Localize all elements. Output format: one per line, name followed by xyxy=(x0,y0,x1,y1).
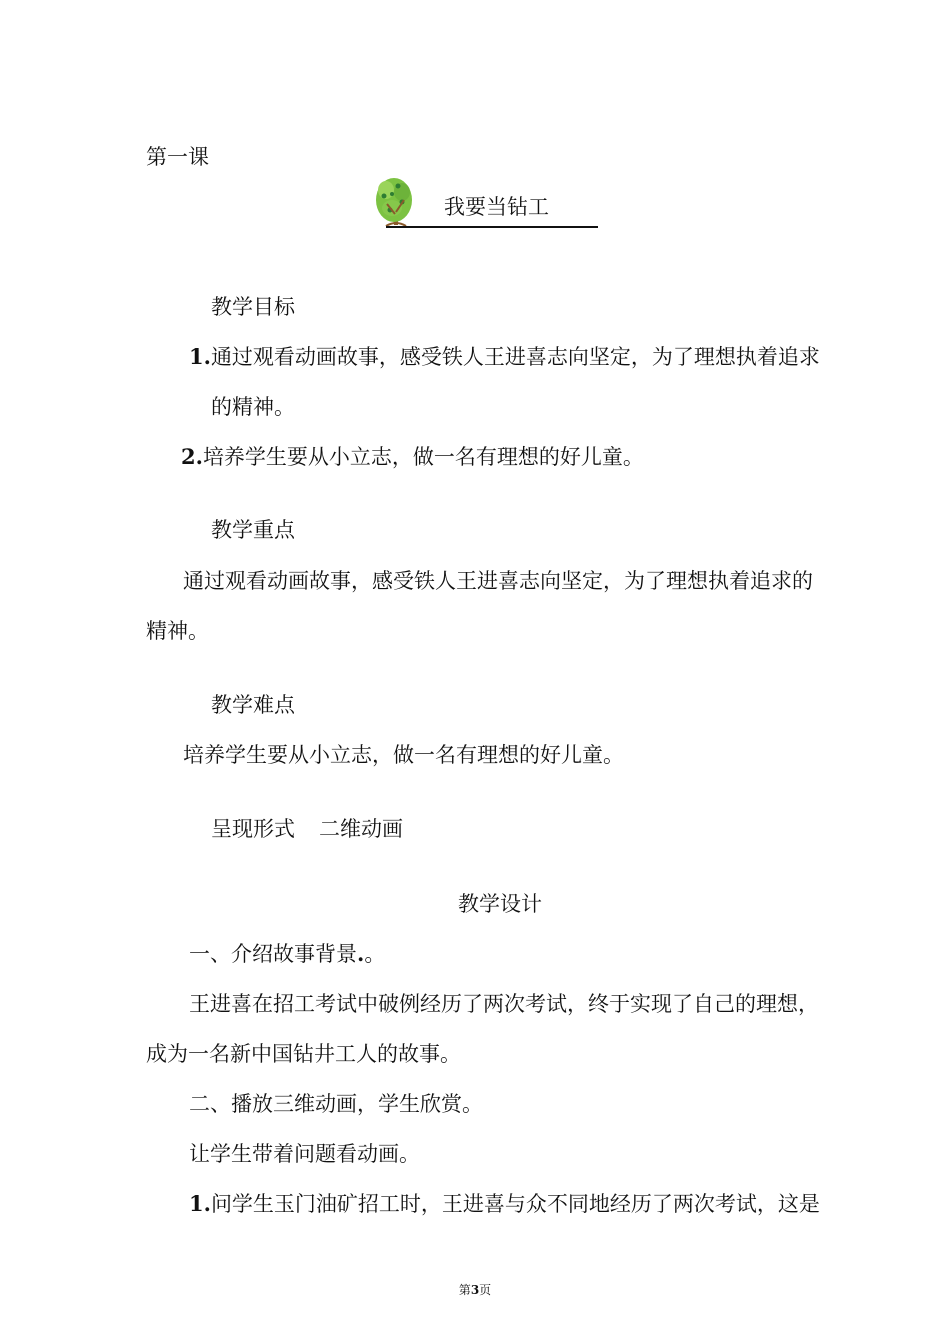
objective-2-number: 2. xyxy=(181,444,203,469)
title-underline xyxy=(386,226,598,228)
step-1-heading xyxy=(189,941,385,967)
objective-1-continued: 的精神。 xyxy=(211,395,295,419)
question-1-text: 问学生玉门油矿招工时，王进喜与众不同地经历了两次考试，这是 xyxy=(210,1192,820,1216)
objective-1-number: 1. xyxy=(189,344,211,369)
tree-icon xyxy=(372,170,418,230)
difficulty-text: 培养学生要从小立志，做一名有理想的好儿童。 xyxy=(183,743,624,767)
design-heading: 教学设计 xyxy=(458,892,542,916)
difficulty-heading: 教学难点 xyxy=(211,693,295,717)
step-1-heading-dot: . xyxy=(357,941,365,966)
step-2-intro: 让学生带着问题看动画。 xyxy=(189,1142,420,1166)
page-suffix: 页 xyxy=(479,1283,492,1297)
question-1-number: 1. xyxy=(189,1191,211,1216)
step-1-line-1: 王进喜在招工考试中破例经历了两次考试，终于实现了自己的理想， xyxy=(189,992,819,1016)
key-points-line-1: 通过观看动画故事，感受铁人王进喜志向坚定，为了理想执着追求的 xyxy=(183,569,813,593)
page-prefix: 第 xyxy=(458,1283,471,1297)
step-1-heading-text: 一、介绍故事背景 xyxy=(189,942,357,966)
step-1-line-2: 成为一名新中国钻井工人的故事。 xyxy=(146,1042,461,1066)
lesson-title-block xyxy=(372,170,600,232)
lesson-title: 我要当钻工 xyxy=(444,195,549,219)
objective-1 xyxy=(189,344,820,370)
page-footer xyxy=(0,1282,950,1298)
key-points-line-2: 精神。 xyxy=(146,619,209,643)
objective-2 xyxy=(181,444,644,470)
format-line xyxy=(211,816,403,842)
key-points-heading: 教学重点 xyxy=(211,518,295,542)
objectives-heading: 教学目标 xyxy=(211,295,295,319)
question-1 xyxy=(189,1191,820,1217)
objective-2-text: 培养学生要从小立志，做一名有理想的好儿童。 xyxy=(202,445,644,469)
lesson-label: 第一课 xyxy=(146,145,209,169)
objective-1-text: 通过观看动画故事，感受铁人王进喜志向坚定，为了理想执着追求 xyxy=(210,345,820,369)
step-2-heading: 二、播放三维动画，学生欣赏。 xyxy=(189,1092,483,1116)
step-1-heading-end: 。 xyxy=(364,942,386,966)
format-value: 二维动画 xyxy=(319,817,403,841)
format-label: 呈现形式 xyxy=(211,817,295,841)
page-number: 3 xyxy=(470,1283,480,1297)
